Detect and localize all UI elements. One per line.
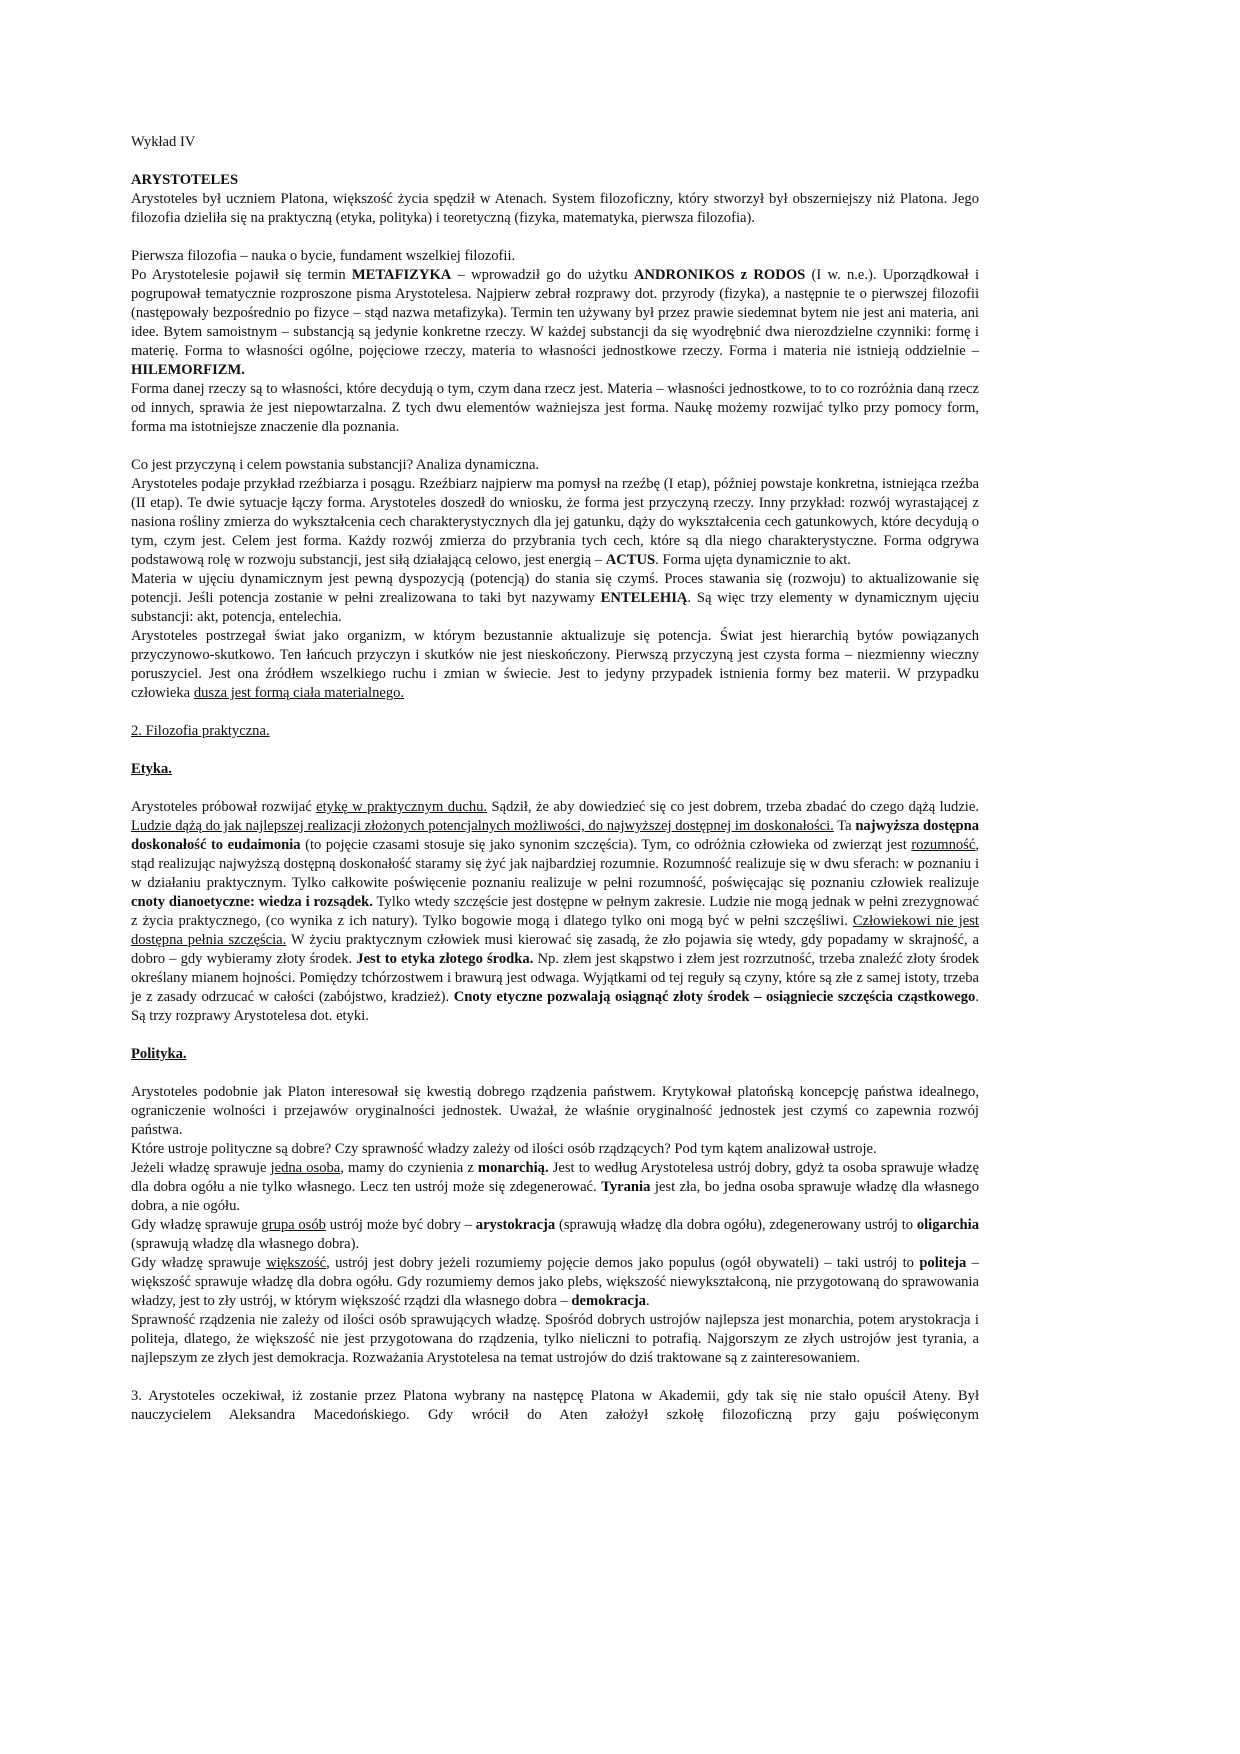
paragraph (131, 247, 979, 266)
text-run: Wykład IV (131, 134, 196, 150)
text-run: Gdy władzę sprawuje (131, 1217, 262, 1233)
text-run: Pierwsza filozofia – nauka o bycie, fundament wszelkiej filozofii. (131, 248, 516, 264)
bold-text: oligarchia (916, 1217, 979, 1233)
section-heading-arystoteles (131, 171, 979, 190)
paragraph (131, 570, 979, 627)
paragraph (131, 1140, 979, 1159)
text-run: Gdy władzę sprawuje (131, 1255, 267, 1271)
text-run: Arystoteles próbował rozwijać (131, 799, 317, 815)
text-run: , stąd realizując najwyższą dostępną doskonałość staramy się żyć jak najbardziej rozumnie. Rozumność realizuje się w dwu sferach: w poznaniu i w działaniu praktycznym. Tylko całkowite poświęcenie poznaniu realizuje w pełni rozumność, poświęcając się poznaniu człowiek realizuje (131, 837, 979, 891)
bold-text: najwyższa dostępna doskonałość to eudaimonia (131, 818, 980, 853)
bold-text: HILEMORFIZM. (131, 362, 245, 378)
text-run: (I w. n.e.). Uporządkował i pogrupował tematycznie rozproszone pisma Arystotelesa. Najpierw zebrał rozprawy dot. przyrody (fizyka), a następnie te o pierwszej filozofii (następowały bezpośrednio po fizyce – stąd nazwa metafizyka). Termin ten używany był przez prawie siedemnat bytem nie jest ani materia, ani idee. Bytem samoistnym – substancją są jedynie konkretne rzeczy. W każdej substancji da się wyodrębnić dwa nierozdzielne czynniki: formę i materię. Forma to własności ogólne, pojęciowe rzeczy, materia to własności jednostkowe rzeczy. Forma i materia nie istnieją oddzielnie – (131, 267, 979, 359)
paragraph (131, 1387, 979, 1425)
bold-text: demokracja (571, 1293, 646, 1309)
text-run: Arystoteles podaje przykład rzeźbiarza i posągu. Rzeźbiarz najpierw ma pomysł na rzeźbę (I etap), później powstaje konkretna, istniejąca rzeźba (II etap). Te dwie sytuacje łączy forma. Arystoteles doszedł do wniosku, że forma jest przyczyną rzeczy. Inny przykład: rozwój wyrastającej z nasiona rośliny zmierza do wykształcenia cech charakterystycznych dla jej gatunku, dąży do wykształcenia cech gatunkowych, które decydują o tym, czym jest. Celem jest forma. Każdy rozwój zmierza do przybrania tych cech, które są dla niego charakterystyczne. Forma odgrywa podstawową rolę w rozwoju substancji, jest siłą działającą celowo, jest energią – (131, 476, 979, 568)
bold-text: ACTUS (605, 552, 656, 568)
text-run: Materia w ujęciu dynamicznym jest pewną dyspozycją (potencją) do stania się czymś. Proces stawania się (rozwoju) to aktualizowanie się potencji. Jeśli potencja zostanie w pełni zrealizowana to taki byt nazywamy (131, 571, 979, 606)
text-run: . (645, 1293, 650, 1309)
underlined-text: jedna osoba (270, 1160, 341, 1176)
text-run: . Są więc trzy elementy w dynamicznym ujęciu substancji: akt, potencja, entelechia. (131, 590, 979, 625)
bold-text: ENTELEHIĄ (600, 590, 688, 606)
text-run: ustrój może być dobry – (325, 1217, 476, 1233)
underlined-text: Ludzie dążą do jak najlepszej realizacji złożonych potencjalnych możliwości, do najwyższej dostępnej im doskonałości. (131, 818, 834, 834)
bold-text: Jest to etyka złotego środka. (356, 951, 534, 967)
bold-text: ANDRONIKOS z RODOS (633, 267, 806, 283)
paragraph (131, 798, 979, 1026)
text-run: Arystoteles postrzegał świat jako organizm, w którym bezustannie aktualizuje się potencja. Świat jest hierarchią bytów powiązanych przyczynowo-skutkowo. Ten łańcuch przyczyn i skutków nie jest nieskończony. Pierwszą przyczyną jest czysta forma – niezmienny wieczny poruszyciel. Jest ona źródłem wszelkiego ruchu i zmian w świecie. Jest to jedyny przypadek istnienia formy bez materii. W przypadku człowieka (131, 628, 979, 701)
text-run: Co jest przyczyną i celem powstania substancji? Analiza dynamiczna. (131, 457, 540, 473)
text-run: . Są trzy rozprawy Arystotelesa dot. etyki. (131, 989, 979, 1024)
heading-text: Etyka. (131, 761, 172, 777)
underlined-text: rozumność (911, 837, 976, 853)
underlined-text: większość (266, 1255, 327, 1271)
text-run: Jeżeli władzę sprawuje (131, 1160, 271, 1176)
text-run: Które ustroje polityczne są dobre? Czy sprawność władzy zależy od ilości osób rządzących? Pod tym kątem analizował ustroje. (131, 1141, 877, 1157)
text-run: Po Arystotelesie pojawił się termin (131, 267, 352, 283)
text-run: W życiu praktycznym człowiek musi kierować się zasadą, że zło pojawia się wtedy, gdy popadamy w skrajność, a dobro – gdy wybieramy złoty środek. (131, 932, 979, 967)
paragraph (131, 1159, 979, 1216)
text-run: Arystoteles podobnie jak Platon interesował się kwestią dobrego rządzenia państwem. Krytykował platońską koncepcję państwa idealnego, ograniczenie wolności i przejawów oryginalności jednostek. Uważał, że właśnie oryginalność jednostek jest czymś co zapewnia rozwój państwa. (131, 1084, 979, 1138)
text-run: Forma danej rzeczy są to własności, które decydują o tym, czym dana rzecz jest. Materia – własności jednostkowe, to to co rozróżnia daną rzecz od innych, sprawia że jest niepowtarzalna. Z tych dwu elementów ważniejsza jest forma. Naukę możemy rozwijać tylko przy pomocy form, forma ma istotniejsze znaczenie dla poznania. (131, 381, 979, 435)
text-run: – wprowadził go do użytku (451, 267, 634, 283)
bold-text: ARYSTOTELES (131, 172, 239, 188)
text-run: (sprawują władzę dla dobra ogółu), zdegenerowany ustrój to (555, 1217, 917, 1233)
paragraph (131, 475, 979, 570)
bold-text: cnoty dianoetyczne: wiedza i rozsądek. (131, 894, 373, 910)
text-run: , mamy do czynienia z (340, 1160, 478, 1176)
subheading-ethics (131, 760, 979, 779)
underlined-text: dusza jest formą ciała materialnego. (193, 685, 405, 701)
heading-text: Polityka. (131, 1046, 187, 1062)
paragraph (131, 1083, 979, 1140)
lecture-title (131, 133, 979, 152)
text-run: Ta (833, 818, 856, 834)
text-run: 3. Arystoteles oczekiwał, iż zostanie przez Platona wybrany na następcę Platona w Akademii, gdy tak się nie stało opuścił Ateny. Był nauczycielem Aleksandra Macedońskiego. Gdy wrócił do Aten założył szkołę filozoficzną przy gaju poświęconym (131, 1388, 979, 1423)
subheading-politics (131, 1045, 979, 1064)
text-run: Sądził, że aby dowiedzieć się co jest dobrem, trzeba zbadać do czego dążą ludzie. (487, 799, 979, 815)
bold-text: METAFIZYKA (351, 267, 452, 283)
paragraph (131, 1254, 979, 1311)
bold-text: politeja (919, 1255, 967, 1271)
paragraph (131, 1216, 979, 1254)
text-run: , ustrój jest dobry jeżeli rozumiemy pojęcie demos jako populus (ogół obywateli) – taki ustrój to (326, 1255, 920, 1271)
bold-text: Tyrania (601, 1179, 651, 1195)
text-run: Tylko wtedy szczęście jest dostępne w pełnym zakresie. Ludzie nie mogą jednak w pełni zrezygnować z życia praktycznego, (co wynika z ich natury). Tylko bogowie mogą i dlatego tylko oni mogą być w pełni szczęśliwi. (131, 894, 980, 929)
paragraph (131, 627, 979, 703)
bold-text: monarchią. (477, 1160, 549, 1176)
paragraph (131, 1311, 979, 1368)
section-heading-practical-philosophy (131, 722, 979, 741)
underlined-text: grupa osób (261, 1217, 326, 1233)
text-run: . Forma ujęta dynamicznie to akt. (655, 552, 851, 568)
text-run: (to pojęcie czasami stosuje się jako synonim szczęścia). Tym, co odróżnia człowieka od zwierząt jest (300, 837, 912, 853)
text-run: jest zła, bo jedna osoba sprawuje władzę dla własnego dobra, a nie ogółu. (131, 1179, 979, 1214)
bold-text: arystokracja (475, 1217, 556, 1233)
text-run: Jest to według Arystotelesa ustrój dobry, gdyż ta osoba sprawuje władzę dla dobra ogółu a nie tylko własnego. Lecz ten ustrój może się zdegenerować. (131, 1160, 980, 1195)
paragraph (131, 266, 979, 380)
underlined-text: 2. Filozofia praktyczna. (131, 723, 270, 739)
bold-text: Cnoty etyczne pozwalają osiągnąć złoty środek – osiągniecie szczęścia cząstkowego (453, 989, 976, 1005)
document-page (131, 133, 979, 1425)
paragraph (131, 380, 979, 437)
text-run: Arystoteles był uczniem Platona, większość życia spędził w Atenach. System filozoficzny, który stworzył był obszerniejszy niż Platona. Jego filozofia dzieliła się na praktyczną (etyka, polityka) i teoretyczną (fizyka, matematyka, pierwsza filozofia). (131, 191, 979, 226)
underlined-text: Człowiekowi nie jest dostępna pełnia szczęścia. (131, 913, 979, 948)
text-run: Np. złem jest skąpstwo i złem jest rozrzutność, trzeba znaleźć złoty środek określany mianem hojności. Pomiędzy tchórzostwem i brawurą jest odwaga. Wyjątkami od tej reguły są czyny, które są złe z samej istoty, trzeba je z zasady odrzucać w całości (zabójstwo, kradzież). (131, 951, 979, 1005)
text-run: – większość sprawuje władzę dla dobra ogółu. Gdy rozumiemy demos jako plebs, większość niewykształconą, nie przygotowaną do sprawowania władzy, jest to zły ustrój, w którym większość rządzi dla własnego dobra – (131, 1255, 979, 1309)
underlined-text: etykę w praktycznym duchu. (316, 799, 488, 815)
paragraph (131, 190, 979, 228)
paragraph (131, 456, 979, 475)
text-run: Sprawność rządzenia nie zależy od ilości osób sprawujących władzę. Spośród dobrych ustrojów najlepsza jest monarchia, potem arystokracja i politeja, dlatego, że większość nie jest przygotowana do rządzenia, tylko nieliczni to potrafią. Najgorszym ze złych ustrojów jest tyrania, a najlepszym ze złych jest demokracja. Rozważania Arystotelesa na temat ustrojów do dziś traktowane są z zainteresowaniem. (131, 1312, 979, 1366)
text-run: (sprawują władzę dla własnego dobra). (131, 1236, 360, 1252)
